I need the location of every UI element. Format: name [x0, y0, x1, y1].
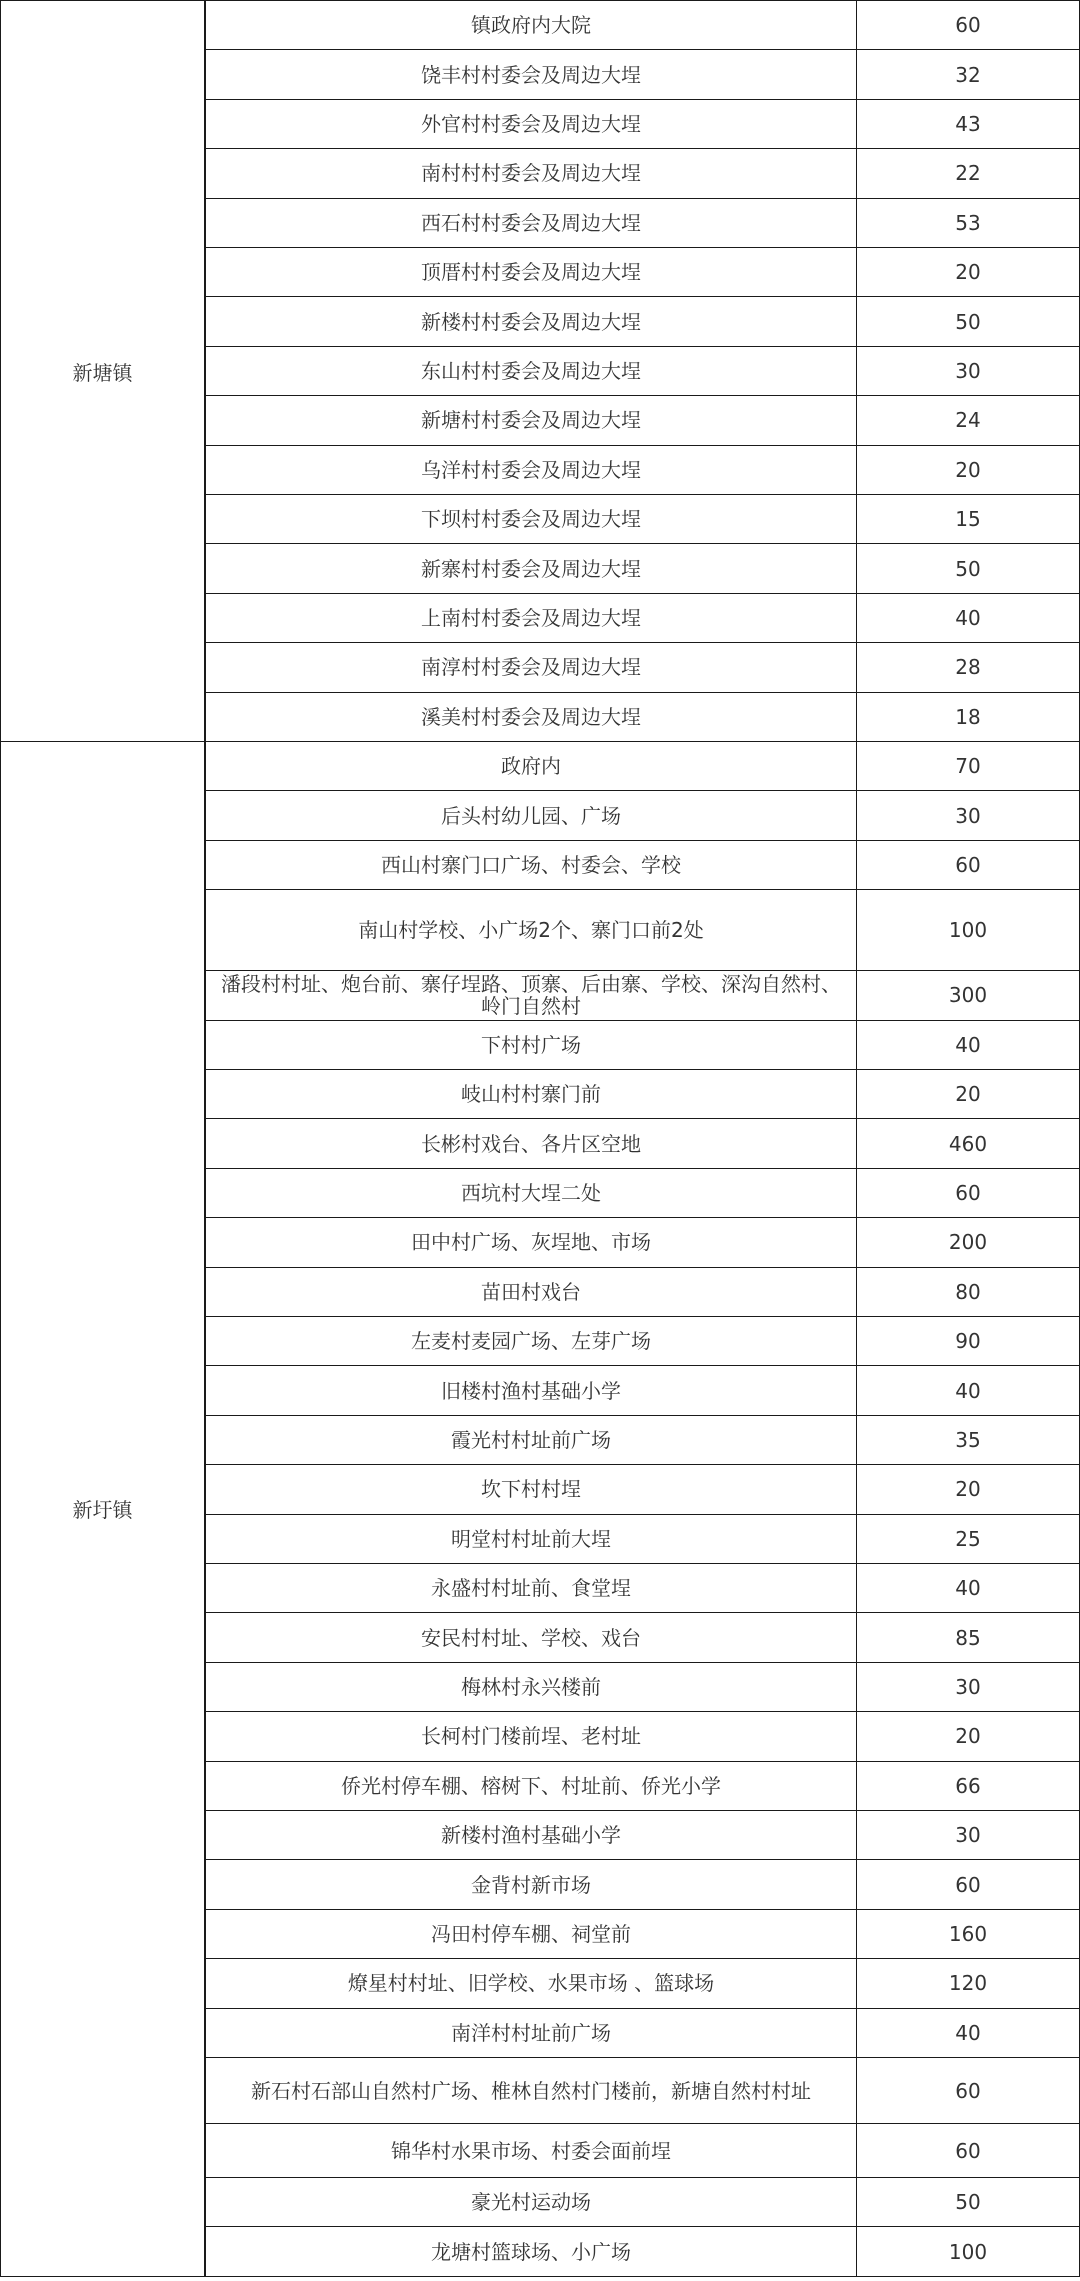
location-cell: 锦华村水果市场、村委会面前埕 — [205, 2123, 857, 2178]
table-row — [205, 346, 1080, 396]
count-cell: 18 — [856, 692, 1080, 742]
count-cell: 60 — [856, 0, 1080, 50]
count-cell: 50 — [856, 296, 1080, 346]
table-row — [205, 99, 1080, 149]
table-row — [205, 148, 1080, 198]
count-cell: 30 — [856, 346, 1080, 396]
table-row — [205, 1168, 1080, 1218]
location-cell: 南洋村村址前广场 — [205, 2008, 857, 2058]
location-cell: 坎下村村埕 — [205, 1464, 857, 1514]
table-row — [205, 1563, 1080, 1613]
count-cell: 160 — [856, 1909, 1080, 1959]
table-row — [205, 593, 1080, 643]
count-cell: 24 — [856, 395, 1080, 445]
table-row — [205, 1365, 1080, 1415]
location-cell: 旧楼村渔村基础小学 — [205, 1365, 857, 1415]
location-cell: 梅林村永兴楼前 — [205, 1662, 857, 1712]
count-cell: 20 — [856, 445, 1080, 495]
count-cell: 120 — [856, 1958, 1080, 2008]
count-cell: 70 — [856, 741, 1080, 791]
location-cell: 南山村学校、小广场2个、寨门口前2处 — [205, 889, 857, 971]
count-cell: 32 — [856, 49, 1080, 99]
town-cell: 新圩镇 — [0, 741, 205, 2277]
count-cell: 28 — [856, 642, 1080, 692]
count-cell: 40 — [856, 1563, 1080, 1613]
location-cell: 长彬村戏台、各片区空地 — [205, 1118, 857, 1168]
table-row — [205, 2123, 1080, 2178]
location-cell: 顶厝村村委会及周边大埕 — [205, 247, 857, 297]
table-row — [205, 840, 1080, 890]
table-row — [205, 1464, 1080, 1514]
count-cell: 50 — [856, 2177, 1080, 2227]
location-cell: 政府内 — [205, 741, 857, 791]
location-cell: 潘段村村址、炮台前、寨仔埕路、顶寨、后由寨、学校、深沟自然村、岭门自然村 — [205, 970, 857, 1020]
count-cell: 25 — [856, 1514, 1080, 1564]
count-cell: 40 — [856, 593, 1080, 643]
table-row — [205, 1118, 1080, 1168]
table-row — [205, 247, 1080, 297]
count-cell: 200 — [856, 1217, 1080, 1267]
count-cell: 40 — [856, 2008, 1080, 2058]
location-cell: 永盛村村址前、食堂埕 — [205, 1563, 857, 1613]
table-row — [205, 1415, 1080, 1465]
count-cell: 66 — [856, 1761, 1080, 1811]
location-cell: 田中村广场、灰埕地、市场 — [205, 1217, 857, 1267]
location-cell: 新塘村村委会及周边大埕 — [205, 395, 857, 445]
table-row — [205, 2226, 1080, 2276]
location-cell: 龙塘村篮球场、小广场 — [205, 2226, 857, 2276]
table-row — [205, 494, 1080, 544]
table-row — [205, 1958, 1080, 2008]
count-cell: 20 — [856, 1464, 1080, 1514]
count-cell: 300 — [856, 970, 1080, 1020]
location-cell: 冯田村停车棚、祠堂前 — [205, 1909, 857, 1959]
count-cell: 53 — [856, 198, 1080, 248]
table-row — [205, 0, 1080, 50]
location-cell: 明堂村村址前大埕 — [205, 1514, 857, 1564]
count-cell: 40 — [856, 1365, 1080, 1415]
count-cell: 22 — [856, 148, 1080, 198]
location-cell: 西石村村委会及周边大埕 — [205, 198, 857, 248]
location-cell: 后头村幼儿园、广场 — [205, 790, 857, 840]
table-row — [205, 741, 1080, 791]
table-row — [205, 1761, 1080, 1811]
table-row — [205, 970, 1080, 1020]
count-cell: 43 — [856, 99, 1080, 149]
location-cell: 外官村村委会及周边大埕 — [205, 99, 857, 149]
count-cell: 80 — [856, 1267, 1080, 1317]
table-row — [205, 1514, 1080, 1564]
location-cell: 新寨村村委会及周边大埕 — [205, 543, 857, 593]
table-row — [205, 692, 1080, 742]
table-row — [205, 889, 1080, 971]
count-cell: 20 — [856, 1711, 1080, 1761]
table-row — [205, 1612, 1080, 1662]
location-cell: 下村村广场 — [205, 1020, 857, 1070]
table-row — [205, 445, 1080, 495]
location-cell: 长柯村门楼前埕、老村址 — [205, 1711, 857, 1761]
table-row — [205, 1267, 1080, 1317]
count-cell: 60 — [856, 2057, 1080, 2124]
count-cell: 15 — [856, 494, 1080, 544]
location-cell: 溪美村村委会及周边大埕 — [205, 692, 857, 742]
count-cell: 30 — [856, 1810, 1080, 1860]
count-cell: 30 — [856, 1662, 1080, 1712]
location-cell: 上南村村委会及周边大埕 — [205, 593, 857, 643]
table-row — [205, 2057, 1080, 2124]
table-row — [205, 1711, 1080, 1761]
table-row — [205, 198, 1080, 248]
table-row — [205, 2177, 1080, 2227]
location-cell: 安民村村址、学校、戏台 — [205, 1612, 857, 1662]
location-cell: 新石村石部山自然村广场、椎林自然村门楼前，新塘自然村村址 — [205, 2057, 857, 2124]
table-row — [205, 790, 1080, 840]
location-cell: 豪光村运动场 — [205, 2177, 857, 2227]
location-cell: 苗田村戏台 — [205, 1267, 857, 1317]
count-cell: 50 — [856, 543, 1080, 593]
location-cell: 西坑村大埕二处 — [205, 1168, 857, 1218]
location-cell: 燎星村村址、旧学校、水果市场 、篮球场 — [205, 1958, 857, 2008]
location-cell: 霞光村村址前广场 — [205, 1415, 857, 1465]
table-row — [205, 1217, 1080, 1267]
location-cell: 下坝村村委会及周边大埕 — [205, 494, 857, 544]
location-cell: 侨光村停车棚、榕树下、村址前、侨光小学 — [205, 1761, 857, 1811]
table-row — [205, 543, 1080, 593]
count-cell: 60 — [856, 2123, 1080, 2178]
table-row — [205, 1859, 1080, 1909]
town-cell: 新塘镇 — [0, 0, 205, 742]
table-row — [205, 642, 1080, 692]
location-cell: 西山村寨门口广场、村委会、学校 — [205, 840, 857, 890]
count-cell: 60 — [856, 1859, 1080, 1909]
count-cell: 100 — [856, 2226, 1080, 2276]
count-cell: 40 — [856, 1020, 1080, 1070]
count-cell: 35 — [856, 1415, 1080, 1465]
table-row — [205, 1316, 1080, 1366]
count-cell: 60 — [856, 840, 1080, 890]
table-row — [205, 1909, 1080, 1959]
count-cell: 85 — [856, 1612, 1080, 1662]
count-cell: 100 — [856, 889, 1080, 971]
location-cell: 南村村村委会及周边大埕 — [205, 148, 857, 198]
table-row — [205, 1069, 1080, 1119]
table-row — [205, 395, 1080, 445]
count-cell: 20 — [856, 247, 1080, 297]
table-row — [205, 49, 1080, 99]
location-cell: 镇政府内大院 — [205, 0, 857, 50]
count-cell: 460 — [856, 1118, 1080, 1168]
table-row — [205, 296, 1080, 346]
location-cell: 南淳村村委会及周边大埕 — [205, 642, 857, 692]
count-cell: 90 — [856, 1316, 1080, 1366]
table-row — [205, 1662, 1080, 1712]
location-cell: 金背村新市场 — [205, 1859, 857, 1909]
location-cell: 新楼村村委会及周边大埕 — [205, 296, 857, 346]
location-cell: 岐山村村寨门前 — [205, 1069, 857, 1119]
location-cell: 东山村村委会及周边大埕 — [205, 346, 857, 396]
location-cell: 新楼村渔村基础小学 — [205, 1810, 857, 1860]
count-cell: 30 — [856, 790, 1080, 840]
table-row — [205, 2008, 1080, 2058]
count-cell: 60 — [856, 1168, 1080, 1218]
table-row — [205, 1810, 1080, 1860]
table-row — [205, 1020, 1080, 1070]
location-cell: 饶丰村村委会及周边大埕 — [205, 49, 857, 99]
location-cell: 乌洋村村委会及周边大埕 — [205, 445, 857, 495]
location-cell: 左麦村麦园广场、左芽广场 — [205, 1316, 857, 1366]
count-cell: 20 — [856, 1069, 1080, 1119]
